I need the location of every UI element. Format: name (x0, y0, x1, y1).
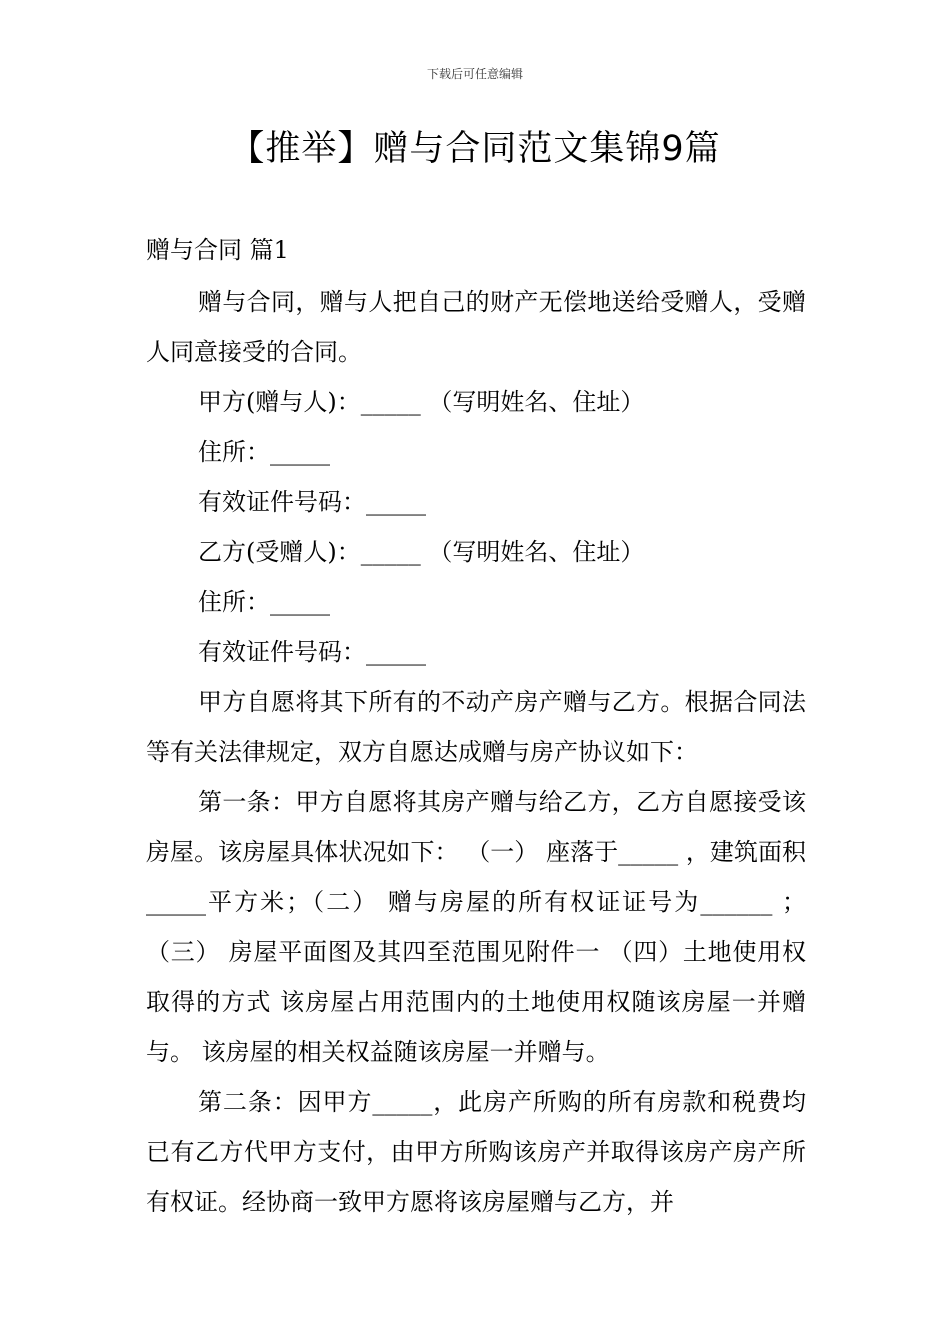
paragraph-agreement-basis: 甲方自愿将其下所有的不动产房产赠与乙方。根据合同法等有关法律规定，双方自愿达成赠与房产协议如下： (146, 688, 806, 766)
paragraph-party-b-id: 有效证件号码：_____ (198, 638, 426, 666)
paragraph-article-1: 第一条：甲方自愿将其房产赠与给乙方，乙方自愿接受该房屋。该房屋具体状况如下： （一） 座落于_____ ，建筑面积_____平方米；（二） 赠与房屋的所有权证证号为______ ；（三） 房屋平面图及其四至范围见附件一 （四）土地使用权取得的方式 该房屋占用范围内的土地使用权随该房屋一并赠与。 该房屋的相关权益随该房屋一并赠与。 (146, 788, 806, 1066)
document-body (146, 277, 806, 1227)
paragraph-party-b-address: 住所：_____ (198, 588, 330, 616)
paragraph-article-2: 第二条：因甲方_____，此房产所购的所有房款和税费均已有乙方代甲方支付，由甲方所购该房产并取得该房产房产所有权证。经协商一致甲方愿将该房屋赠与乙方，并 (146, 1088, 806, 1216)
paragraph-party-b: 乙方(受赠人)：_____ （写明姓名、住址） (198, 538, 645, 566)
paragraph-party-a-address: 住所：_____ (198, 438, 330, 466)
paragraph-intro: 赠与合同，赠与人把自己的财产无偿地送给受赠人，受赠人同意接受的合同。 (146, 288, 806, 366)
page-header-note: 下载后可任意编辑 (426, 67, 523, 81)
paragraph-party-a-id: 有效证件号码：_____ (198, 488, 426, 516)
document-title: 【推举】赠与合同范文集锦9篇 (229, 129, 721, 169)
paragraph-party-a: 甲方(赠与人)：_____ （写明姓名、住址） (198, 388, 645, 416)
section-heading: 赠与合同 篇1 (146, 236, 289, 264)
